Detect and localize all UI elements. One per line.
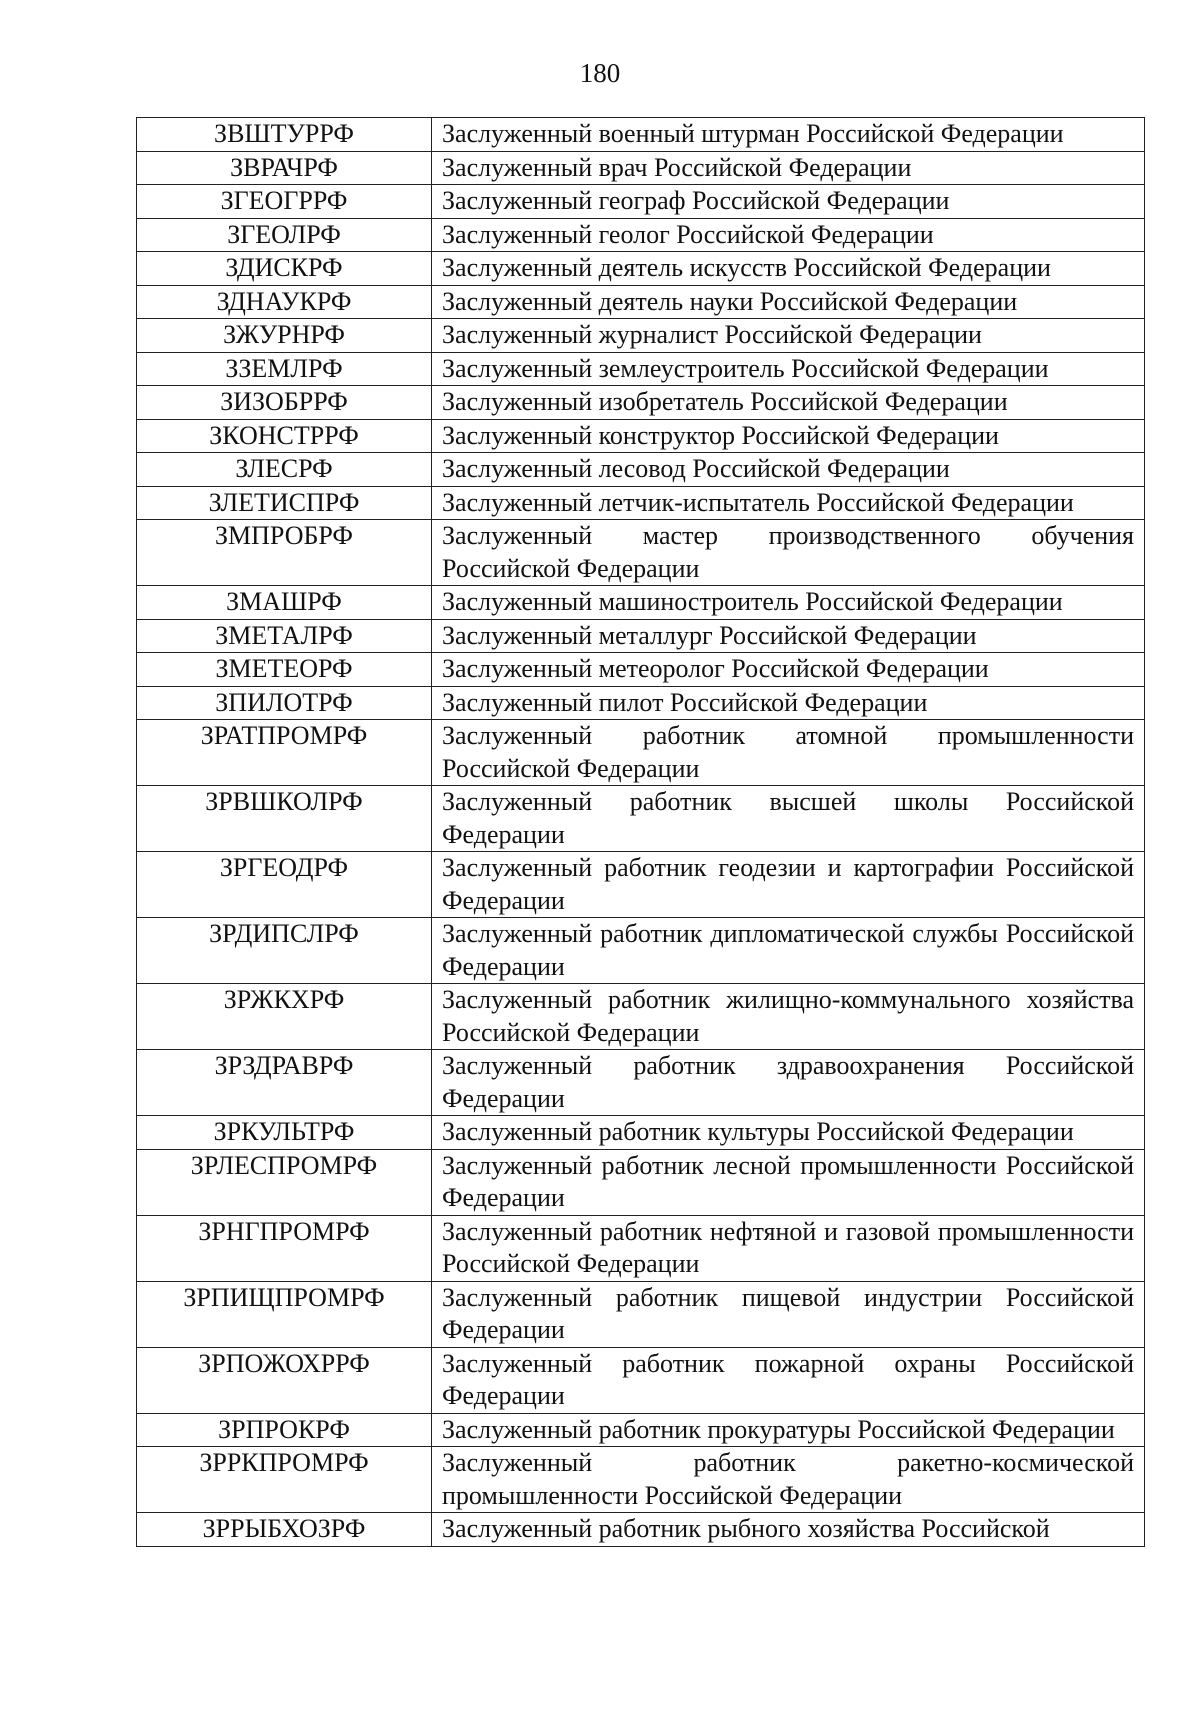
code-cell: ЗРЗДРАВРФ — [137, 1050, 432, 1116]
table-row — [137, 118, 1145, 152]
code-cell: ЗМЕТАЛРФ — [137, 619, 432, 653]
table-row — [137, 918, 1145, 984]
table-row — [137, 653, 1145, 687]
table-row — [137, 151, 1145, 185]
table-row — [137, 686, 1145, 720]
code-cell: ЗРРКПРОМРФ — [137, 1447, 432, 1513]
description-cell: Заслуженный конструктор Российской Федерации — [432, 419, 1145, 453]
table-row — [137, 1281, 1145, 1347]
code-cell: ЗМПРОБРФ — [137, 520, 432, 586]
description-cell: Заслуженный работник лесной промышленности Российской Федерации — [432, 1149, 1145, 1215]
description-cell: Заслуженный метеоролог Российской Федерации — [432, 653, 1145, 687]
code-cell: ЗМЕТЕОРФ — [137, 653, 432, 687]
table-row — [137, 319, 1145, 353]
code-cell: ЗИЗОБРРФ — [137, 386, 432, 420]
table-row — [137, 185, 1145, 219]
code-cell: ЗВШТУРРФ — [137, 118, 432, 152]
description-cell: Заслуженный работник геодезии и картографии Российской Федерации — [432, 852, 1145, 918]
table-row — [137, 352, 1145, 386]
table-row — [137, 218, 1145, 252]
table-row — [137, 619, 1145, 653]
description-cell: Заслуженный работник здравоохранения Российской Федерации — [432, 1050, 1145, 1116]
description-cell: Заслуженный машиностроитель Российской Федерации — [432, 586, 1145, 620]
table-row — [137, 984, 1145, 1050]
description-cell: Заслуженный деятель искусств Российской Федерации — [432, 252, 1145, 286]
code-cell: ЗЖУРНРФ — [137, 319, 432, 353]
code-cell: ЗРРЫБХОЗРФ — [137, 1513, 432, 1547]
table-row — [137, 1050, 1145, 1116]
description-cell: Заслуженный работник прокуратуры Российской Федерации — [432, 1413, 1145, 1447]
code-cell: ЗГЕОГРРФ — [137, 185, 432, 219]
description-cell: Заслуженный географ Российской Федерации — [432, 185, 1145, 219]
description-cell: Заслуженный лесовод Российской Федерации — [432, 453, 1145, 487]
description-cell: Заслуженный работник атомной промышленности Российской Федерации — [432, 720, 1145, 786]
code-cell: ЗЛЕТИСПРФ — [137, 486, 432, 520]
description-cell: Заслуженный работник ракетно-космической промышленности Российской Федерации — [432, 1447, 1145, 1513]
table-row — [137, 586, 1145, 620]
table-row — [137, 285, 1145, 319]
description-cell: Заслуженный мастер производственного обучения Российской Федерации — [432, 520, 1145, 586]
code-cell: ЗДНАУКРФ — [137, 285, 432, 319]
code-cell: ЗКОНСТРРФ — [137, 419, 432, 453]
table-row — [137, 520, 1145, 586]
code-cell: ЗЗЕМЛРФ — [137, 352, 432, 386]
description-cell: Заслуженный деятель науки Российской Федерации — [432, 285, 1145, 319]
description-cell: Заслуженный работник культуры Российской Федерации — [432, 1116, 1145, 1150]
description-cell: Заслуженный изобретатель Российской Федерации — [432, 386, 1145, 420]
table-row — [137, 1447, 1145, 1513]
description-cell: Заслуженный работник рыбного хозяйства Российской — [432, 1513, 1145, 1547]
description-cell: Заслуженный работник дипломатической службы Российской Федерации — [432, 918, 1145, 984]
table-row — [137, 1149, 1145, 1215]
table-row — [137, 453, 1145, 487]
table-row — [137, 486, 1145, 520]
code-cell: ЗРПОЖОХРРФ — [137, 1347, 432, 1413]
description-cell: Заслуженный металлург Российской Федерации — [432, 619, 1145, 653]
code-cell: ЗРГЕОДРФ — [137, 852, 432, 918]
code-cell: ЗРВШКОЛРФ — [137, 786, 432, 852]
description-cell: Заслуженный врач Российской Федерации — [432, 151, 1145, 185]
description-cell: Заслуженный работник пожарной охраны Российской Федерации — [432, 1347, 1145, 1413]
description-cell: Заслуженный работник высшей школы Российской Федерации — [432, 786, 1145, 852]
code-cell: ЗПИЛОТРФ — [137, 686, 432, 720]
code-cell: ЗРЛЕСПРОМРФ — [137, 1149, 432, 1215]
code-cell: ЗРДИПСЛРФ — [137, 918, 432, 984]
code-cell: ЗГЕОЛРФ — [137, 218, 432, 252]
table-row — [137, 852, 1145, 918]
code-cell: ЗМАШРФ — [137, 586, 432, 620]
code-cell: ЗРКУЛЬТРФ — [137, 1116, 432, 1150]
table-row — [137, 1413, 1145, 1447]
table-row — [137, 1347, 1145, 1413]
table-row — [137, 786, 1145, 852]
table-row — [137, 1116, 1145, 1150]
description-cell: Заслуженный работник жилищно-коммунального хозяйства Российской Федерации — [432, 984, 1145, 1050]
table-row — [137, 419, 1145, 453]
description-cell: Заслуженный журналист Российской Федерации — [432, 319, 1145, 353]
description-cell: Заслуженный военный штурман Российской Федерации — [432, 118, 1145, 152]
award-codes-table — [136, 117, 1145, 1547]
table-row — [137, 386, 1145, 420]
description-cell: Заслуженный землеустроитель Российской Федерации — [432, 352, 1145, 386]
code-cell: ЗРПИЩПРОМРФ — [137, 1281, 432, 1347]
code-cell: ЗЛЕСРФ — [137, 453, 432, 487]
code-cell: ЗРЖКХРФ — [137, 984, 432, 1050]
code-cell: ЗРПРОКРФ — [137, 1413, 432, 1447]
table-row — [137, 1215, 1145, 1281]
description-cell: Заслуженный летчик-испытатель Российской Федерации — [432, 486, 1145, 520]
code-cell: ЗРНГПРОМРФ — [137, 1215, 432, 1281]
code-cell: ЗРАТПРОМРФ — [137, 720, 432, 786]
code-cell: ЗВРАЧРФ — [137, 151, 432, 185]
description-cell: Заслуженный работник пищевой индустрии Российской Федерации — [432, 1281, 1145, 1347]
description-cell: Заслуженный работник нефтяной и газовой промышленности Российской Федерации — [432, 1215, 1145, 1281]
table-row — [137, 252, 1145, 286]
description-cell: Заслуженный пилот Российской Федерации — [432, 686, 1145, 720]
description-cell: Заслуженный геолог Российской Федерации — [432, 218, 1145, 252]
table-row — [137, 720, 1145, 786]
page-number: 180 — [579, 58, 621, 88]
table-row — [137, 1513, 1145, 1547]
code-cell: ЗДИСКРФ — [137, 252, 432, 286]
